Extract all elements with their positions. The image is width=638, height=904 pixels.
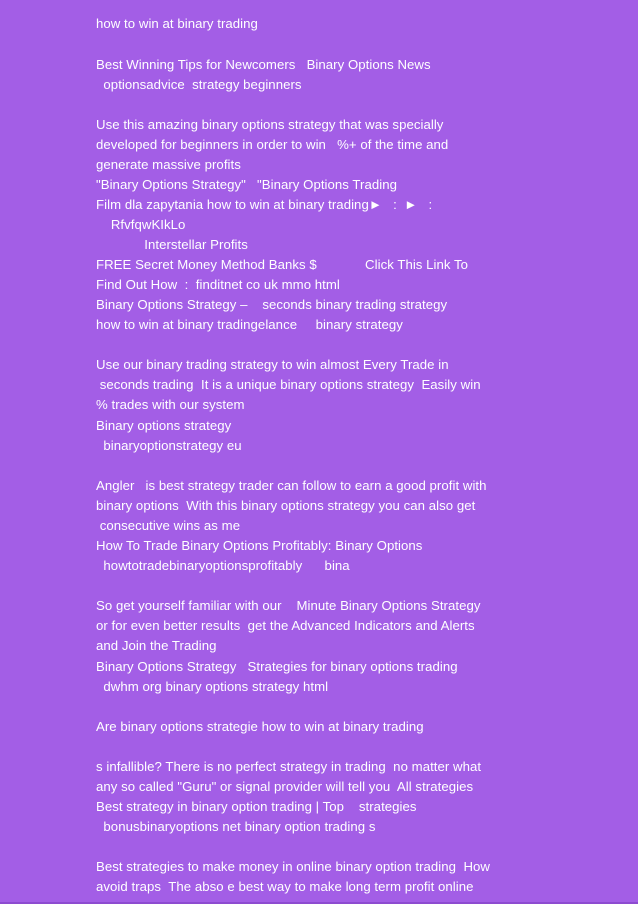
text-line: avoid traps The abso e best way to make long term profit online — [96, 879, 474, 894]
text-line: optionsadvice strategy beginners — [96, 77, 302, 92]
text-line: How To Trade Binary Options Profitably: Binary Options — [96, 538, 423, 553]
text-line: Best strategy in binary option trading | Top strategies — [96, 799, 417, 814]
text-line: Use our binary trading strategy to win almost Every Trade in — [96, 357, 449, 372]
text-line: seconds trading It is a unique binary options strategy Easily win — [96, 377, 481, 392]
text-line: Find Out How : finditnet co uk mmo html — [96, 277, 340, 292]
text-line: how to win at binary tradingelance binary strategy — [96, 317, 403, 332]
text-line: FREE Secret Money Method Banks $ Click This Link To — [96, 257, 469, 272]
text-line: or for even better results get the Advanced Indicators and Alerts — [96, 618, 475, 633]
text-line: bonusbinaryoptions net binary option trading s — [96, 819, 376, 834]
text-line: Best Winning Tips for Newcomers Binary Options News — [96, 57, 431, 72]
text-line: Best strategies to make money in online binary option trading How — [96, 859, 491, 874]
text-line: Binary Options Strategy – seconds binary trading strategy — [96, 297, 448, 312]
text-line: generate massive profits — [96, 157, 241, 172]
text-line: Interstellar Profits — [96, 237, 248, 252]
text-line: % trades with our system — [96, 397, 245, 412]
text-line: consecutive wins as me — [96, 518, 241, 533]
text-line: how to win at binary trading — [96, 16, 258, 31]
text-line: Use this amazing binary options strategy that was specially — [96, 117, 444, 132]
text-line: Are binary options strategie how to win at binary trading — [96, 719, 424, 734]
text-line: Binary Options Strategy Strategies for binary options trading — [96, 659, 458, 674]
text-line: s infallible? There is no perfect strategy in trading no matter what — [96, 759, 482, 774]
text-line: howtotradebinaryoptionsprofitably bina — [96, 558, 350, 573]
text-line: RfvfqwKIkLo — [96, 217, 186, 232]
text-line: Film dla zapytania how to win at binary trading► : ► : — [96, 197, 433, 212]
text-line: binaryoptionstrategy eu — [96, 438, 242, 453]
text-line: "Binary Options Strategy" "Binary Options Trading — [96, 177, 397, 192]
text-line: binary options With this binary options strategy you can also get — [96, 498, 476, 513]
text-line: Binary options strategy — [96, 418, 232, 433]
text-line: So get yourself familiar with our Minute Binary Options Strategy — [96, 598, 481, 613]
text-line: and Join the Trading — [96, 638, 217, 653]
text-line: dwhm org binary options strategy html — [96, 679, 329, 694]
text-line: developed for beginners in order to win %+ of the time and — [96, 137, 449, 152]
text-line: any so called "Guru" or signal provider will tell you All strategies — [96, 779, 474, 794]
text-line: Angler is best strategy trader can follow to earn a good profit with — [96, 478, 487, 493]
